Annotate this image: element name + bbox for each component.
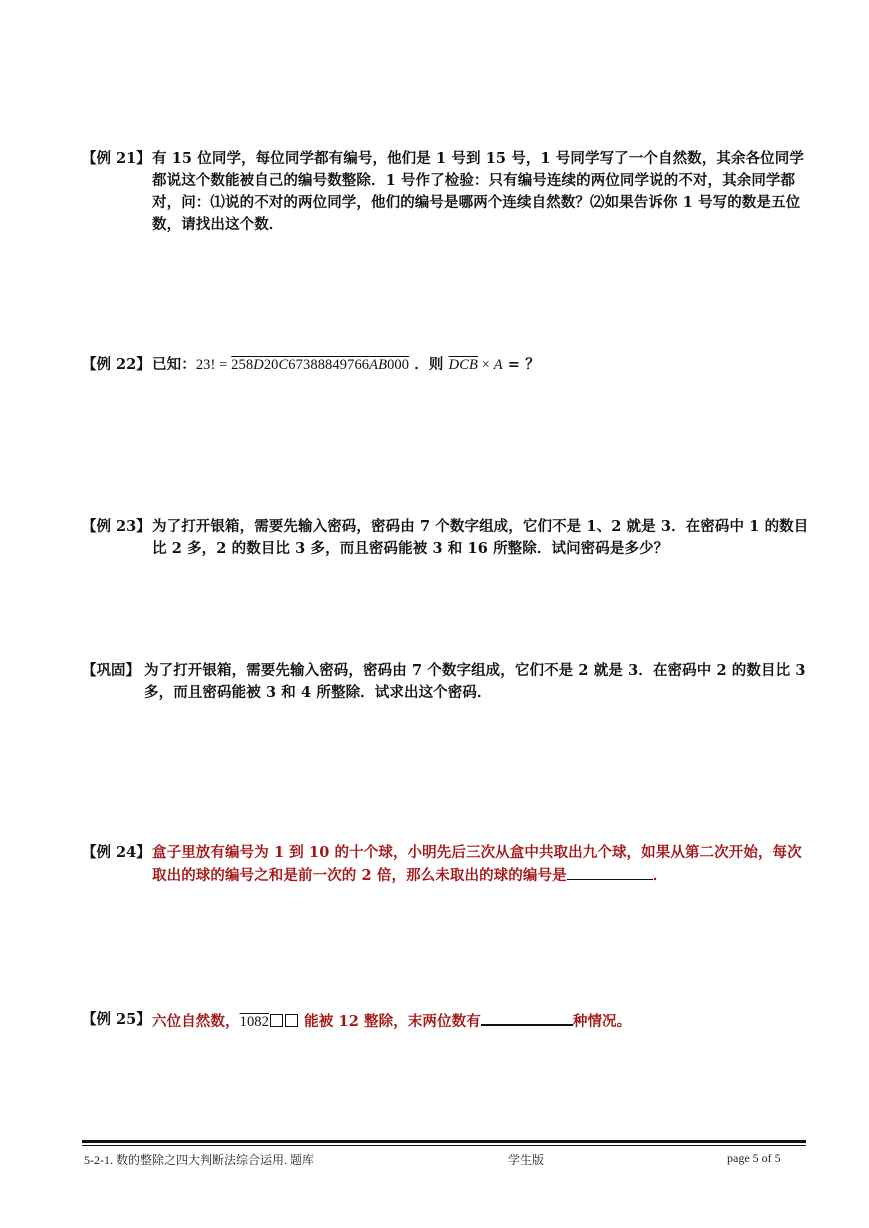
digits: 258: [231, 357, 254, 373]
text-prefix: 六位自然数，: [152, 1013, 240, 1030]
problem-text: [152, 1009, 810, 1033]
times-sign: ×: [477, 357, 494, 373]
var-dcb: $\overline{DCB}$: [448, 357, 478, 373]
text-suffix: 种情况。: [572, 1013, 632, 1030]
problem-22: [82, 354, 810, 376]
text-prefix: 已知：: [152, 356, 196, 373]
problem-tag: 【例 23】: [82, 518, 151, 535]
question-expression: [449, 357, 503, 373]
problem-text: 有 15 位同学，每位同学都有编号，他们是 1 号到 15 号，1 号同学写了一个自然数，其余各位同学都说这个数能被自己的编号数整除．1 号作了检验：只有编号连续的两位同学说的不对，其余同学都对，问：⑴说的不对的两位同学，他们的编号是哪两个连续自然数？⑵如果告诉你 1 号写的数是五位数，请找出这个数．: [152, 150, 804, 233]
footer-page-number: page 5 of 5: [727, 1151, 781, 1165]
footer-rule-thick: [82, 1140, 806, 1143]
var-a: A: [493, 357, 503, 373]
problem-25: [82, 1009, 810, 1033]
problem-tag: 【例 25】: [82, 1011, 151, 1028]
problem-text-main: 盒子里放有编号为 1 到 10 的十个球，小明先后三次从盒中共取出九个球，如果从第二次开始，每次取出的球的编号之和是前一次的 2 倍，那么未取出的球的编号是: [152, 844, 802, 884]
var-d: D: [253, 357, 264, 373]
problem-text: 为了打开银箱，需要先输入密码，密码由 7 个数字组成，它们不是 2 就是 3．在密码中 2 的数目比 3 多，而且密码能被 3 和 4 所整除．试求出这个密码．: [144, 662, 806, 701]
problem-tag: 【例 24】: [82, 844, 151, 861]
footer-edition: 学生版: [508, 1153, 545, 1167]
text-middle: 能被 12 整除，末两位数有: [299, 1013, 481, 1030]
empty-box: [285, 1014, 298, 1027]
equals-question: = ？: [502, 356, 540, 373]
problem-text: [152, 354, 810, 376]
then-text: ．则: [409, 356, 449, 373]
footer-title: 5-2-1. 数的整除之四大判断法综合运用. 题库: [84, 1153, 314, 1167]
empty-box: [270, 1014, 283, 1027]
digits: 000: [387, 357, 410, 373]
answer-blank: [567, 864, 653, 880]
factorial: 23! =: [195, 357, 232, 373]
problem-23: [82, 516, 810, 560]
problem-text: [152, 842, 810, 887]
problem-24: [82, 842, 810, 887]
problem-21: [82, 148, 810, 236]
problem-tag: 【例 21】: [82, 150, 151, 167]
overlined-number: [231, 357, 409, 373]
problem-tag: 【巩固】: [82, 662, 140, 679]
number-digits: 1082: [239, 1014, 270, 1030]
var-ab: AB: [369, 357, 388, 373]
factorial-equation: [196, 357, 409, 373]
problem-text: 为了打开银箱，需要先输入密码，密码由 7 个数字组成，它们不是 1、2 就是 3．在密码中 1 的数目比 2 多，2 的数目比 3 多，而且密码能被 3 和 16 所整除．试问密码是多少？: [152, 518, 809, 557]
problem-practice: [82, 660, 810, 704]
problem-end: ．: [652, 867, 668, 884]
digits: 67388849766: [288, 357, 370, 373]
answer-blank: [481, 1009, 573, 1026]
digits: 20: [263, 357, 279, 373]
problem-tag: 【例 22】: [82, 356, 151, 373]
overlined-number: [240, 1014, 299, 1030]
footer-rule-thin: [82, 1145, 806, 1146]
var-c: C: [278, 357, 289, 373]
